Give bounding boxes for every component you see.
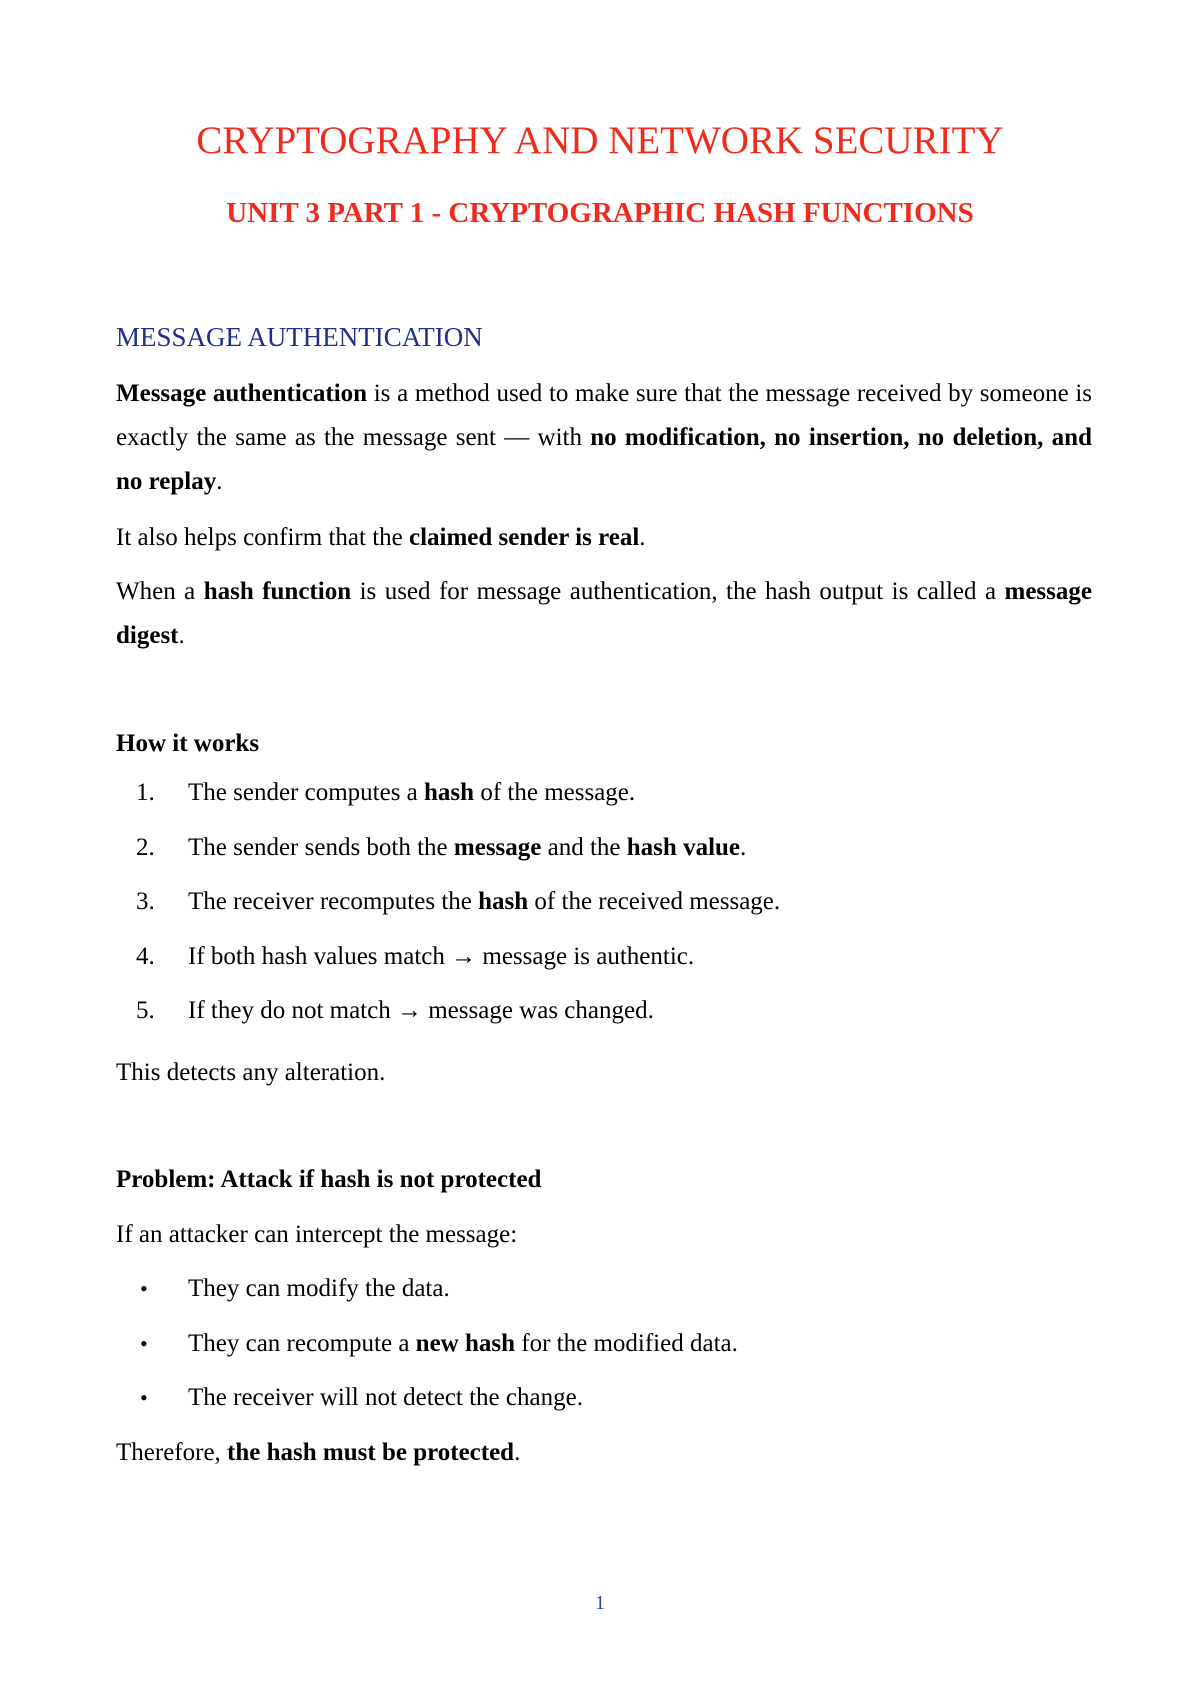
conclusion-statement: Therefore, the hash must be protected. — [116, 1439, 521, 1466]
paragraph-text: is used for message authentication, the hash output is called a — [351, 578, 1005, 605]
bullet-dot-icon: • — [140, 1276, 148, 1301]
page-number: 1 — [595, 1592, 605, 1614]
detect-statement: This detects any alteration. — [116, 1059, 386, 1086]
emphasis-no-modification: no modification, no insertion, no deletion, and no replay — [116, 424, 1092, 495]
emphasis-hash-protected: the hash must be protected — [227, 1439, 515, 1466]
paragraph-text: . — [216, 468, 223, 495]
bullet-text: They can modify the data. — [188, 1275, 450, 1302]
step-text: The sender sends both the message and the hash value. — [188, 833, 747, 861]
bullet-text: The receiver will not detect the change. — [188, 1384, 583, 1411]
paragraph-message-digest — [116, 570, 1092, 658]
step-number: 2. — [136, 833, 155, 861]
paragraph-text: . — [639, 524, 646, 551]
paragraph-text: . — [178, 622, 185, 649]
heading-how-it-works: How it works — [116, 730, 260, 757]
document-subtitle: UNIT 3 PART 1 - CRYPTOGRAPHIC HASH FUNCTIONS — [226, 197, 974, 229]
heading-problem-attack: Problem: Attack if hash is not protected — [116, 1166, 542, 1193]
paragraph-text: When a — [116, 578, 204, 605]
paragraph-sender-confirm — [116, 516, 1092, 560]
term-hash-function: hash function — [203, 578, 352, 605]
step-text: If both hash values match → message is authentic. — [188, 942, 695, 970]
paragraph-text: It also helps confirm that the — [116, 524, 409, 551]
step-text: The receiver recomputes the hash of the received message. — [188, 888, 781, 915]
step-text: The sender computes a hash of the message. — [188, 779, 636, 806]
paragraph-text: is a method used to make sure that the message received by someone is exactly the same as the message sent — with — [116, 380, 1092, 451]
step-number: 5. — [136, 997, 155, 1024]
step-number: 1. — [136, 779, 155, 806]
step-number: 3. — [136, 888, 155, 915]
term-message-authentication: Message authentication — [116, 380, 368, 407]
paragraph-definition — [116, 372, 1092, 504]
step-text: If they do not match → message was changed. — [188, 997, 654, 1024]
document-title: CRYPTOGRAPHY AND NETWORK SECURITY — [196, 119, 1004, 162]
bullet-dot-icon: • — [140, 1330, 148, 1356]
step-number: 4. — [136, 942, 155, 970]
section-heading-message-authentication: MESSAGE AUTHENTICATION — [116, 322, 483, 352]
bullet-dot-icon: • — [140, 1385, 148, 1410]
term-message-digest: message digest — [116, 578, 1092, 649]
bullet-text: They can recompute a new hash for the modified data. — [188, 1329, 738, 1357]
emphasis-claimed-sender: claimed sender is real — [408, 524, 640, 551]
intercept-statement: If an attacker can intercept the message: — [116, 1221, 518, 1248]
